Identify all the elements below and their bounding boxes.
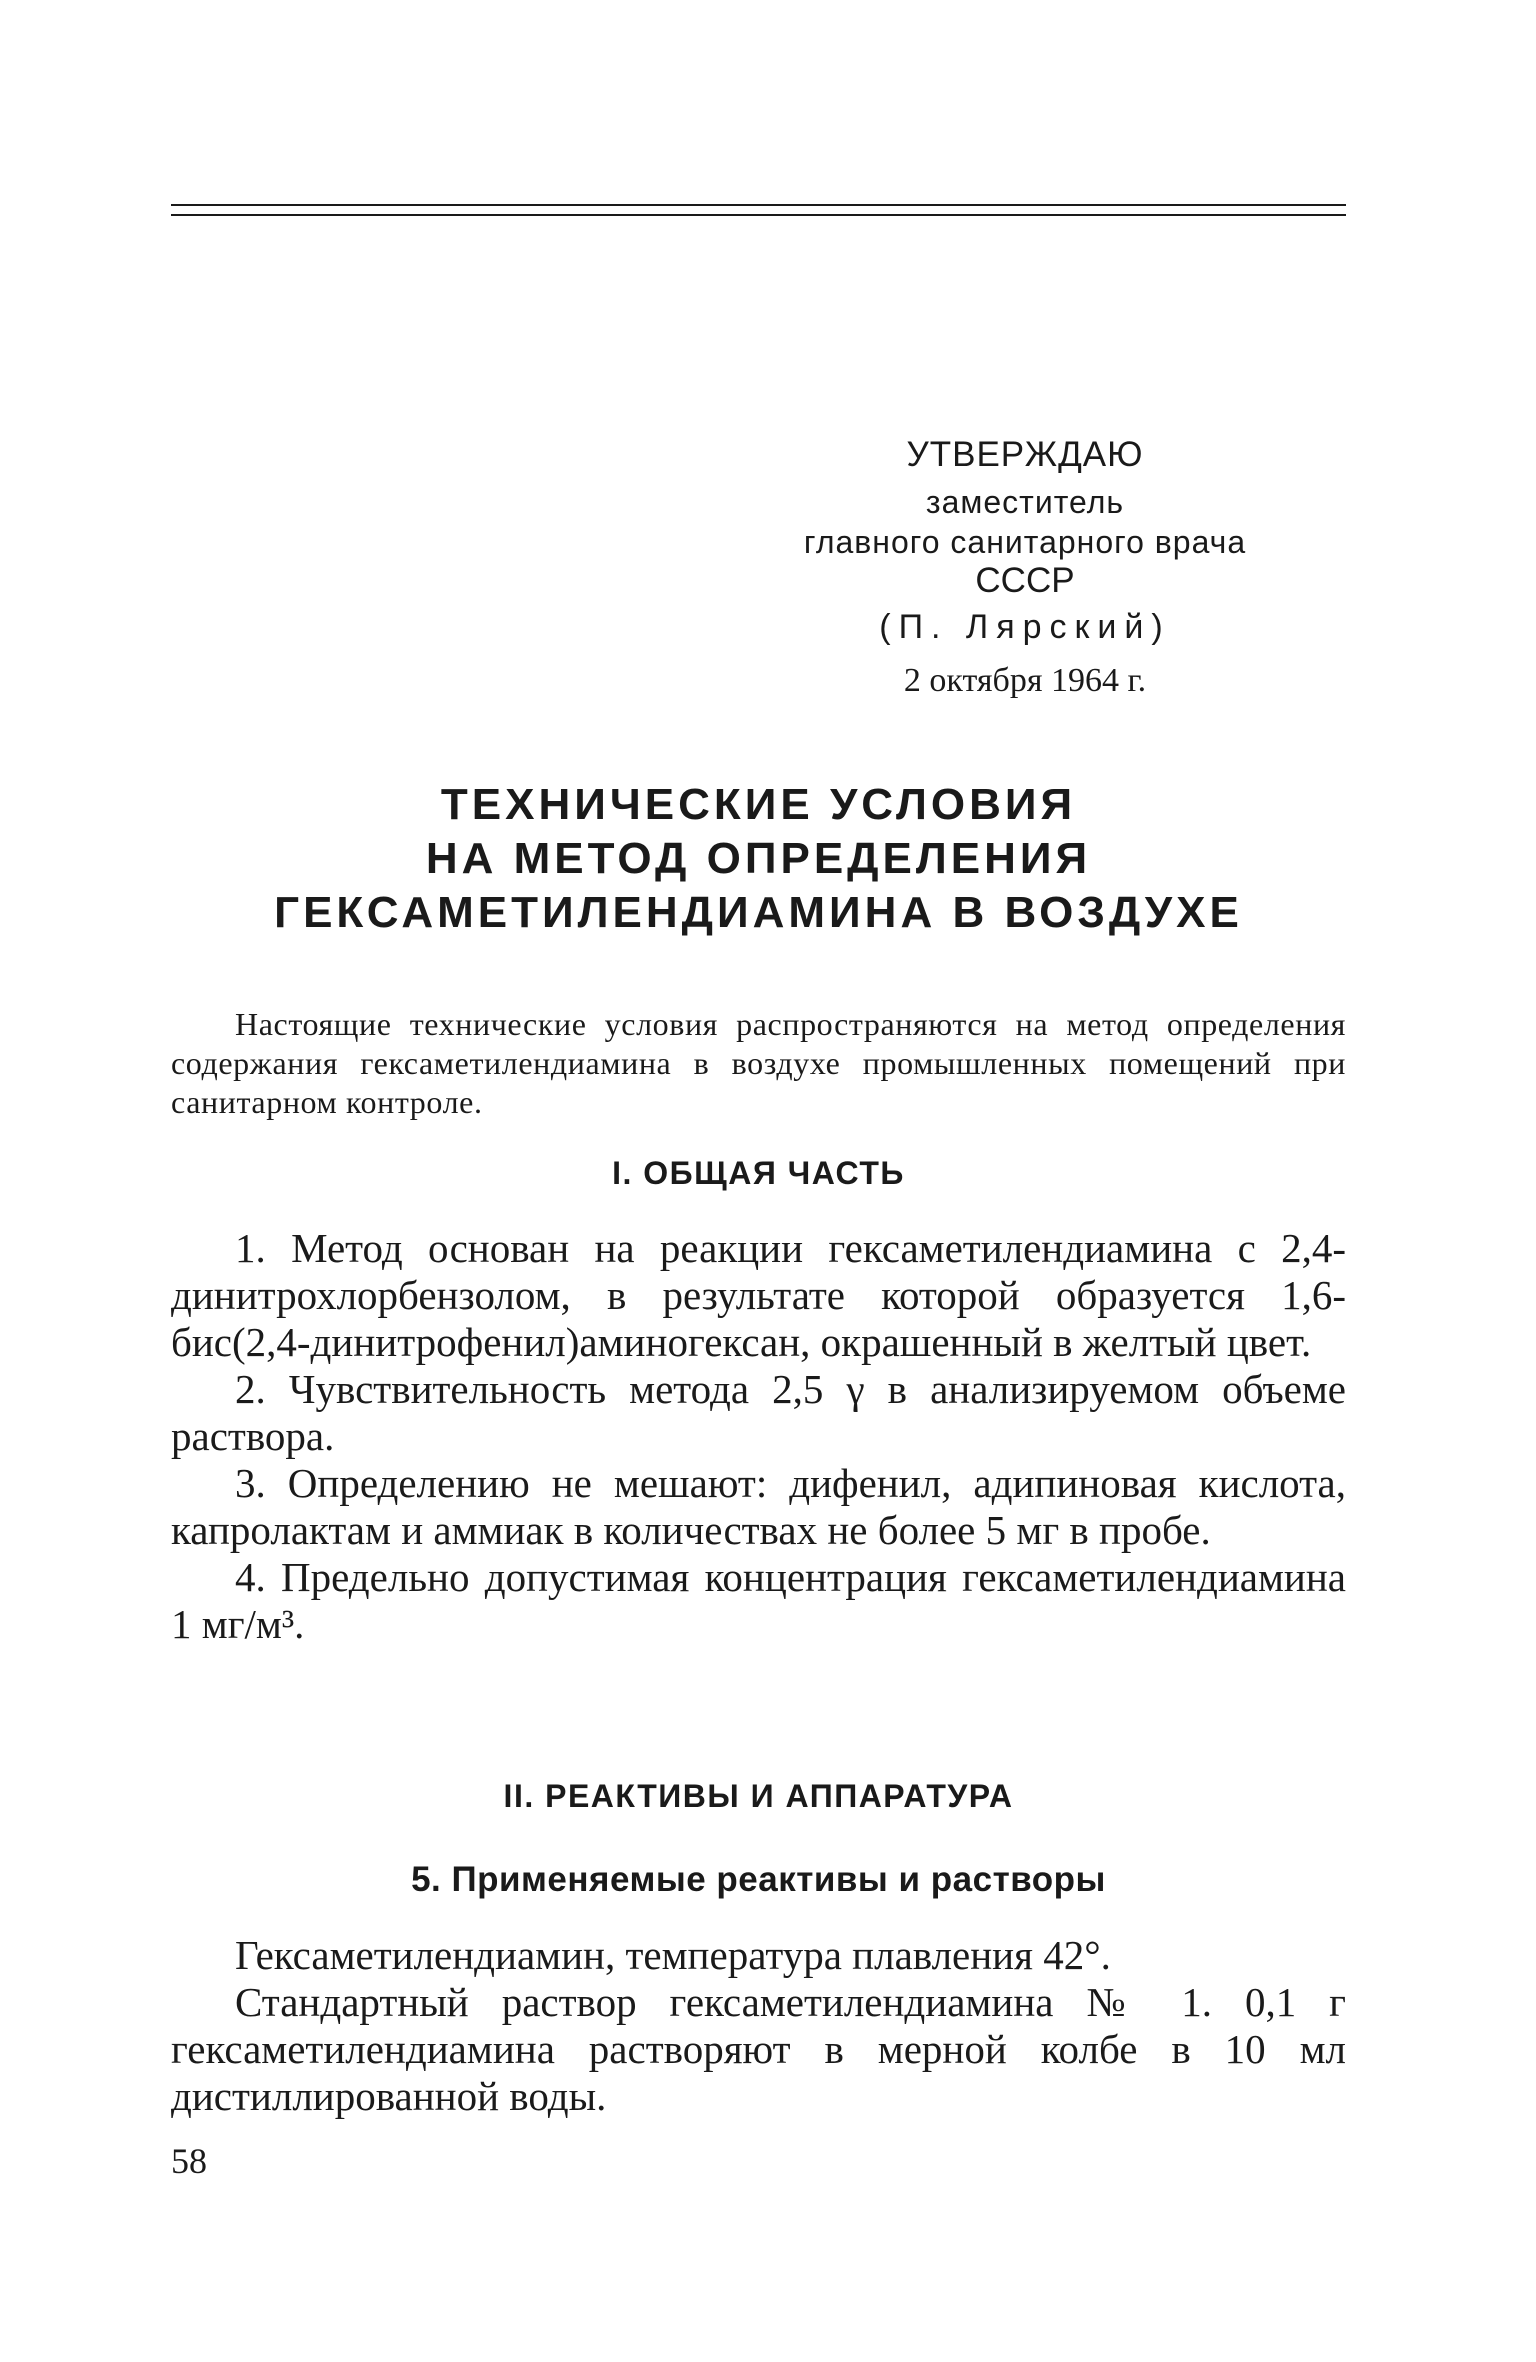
title-line2: НА МЕТОД ОПРЕДЕЛЕНИЯ [425,834,1092,883]
top-rule-upper [171,204,1346,206]
approval-position-line3: СССР [975,561,1075,600]
section1-item-1: 1. Метод основан на реакции гексаметилендиамина с 2,4-динитрохлорбензолом, в результате которой образуется 1,6-бис(2,4-динитрофенил)аминогексан, окрашенный в желтый цвет. [171,1225,1346,1365]
page-number: 58 [171,2141,207,2181]
section2-paragraph-1: Гексаметилендиамин, температура плавления 42°. [235,1932,1111,1978]
section2-paragraphs [171,1932,1346,2120]
section1-item-2: 2. Чувствительность метода 2,5 γ в анализируемом объеме раствора. [171,1366,1346,1459]
approval-block [760,428,1290,706]
section1-item-3: 3. Определению не мешают: дифенил, адипиновая кислота, капролактам и аммиак в количествах не более 5 мг в пробе. [171,1460,1346,1553]
approval-position-line2: главного санитарного врача [803,524,1247,560]
section2-paragraph-2: Стандартный раствор гексаметилендиамина № 1. 0,1 г гексаметилендиамина растворяют в мерной колбе в 10 мл дистиллированной воды. [171,1979,1346,2119]
top-rule-lower [171,214,1346,216]
section1-heading: I. ОБЩАЯ ЧАСТЬ [612,1155,905,1191]
title-line1: ТЕХНИЧЕСКИЕ УСЛОВИЯ [440,780,1077,829]
approval-signatory: (П. Лярский) [879,608,1171,646]
section1-items [171,1225,1346,1648]
approval-position-line1: заместитель [925,484,1125,520]
title-line3: ГЕКСАМЕТИЛЕНДИАМИНА В ВОЗДУХЕ [274,888,1243,937]
section1-item-4: 4. Предельно допустимая концентрация гексаметилендиамина 1 мг/м³. [171,1554,1346,1647]
approval-date: 2 октября 1964 г. [903,662,1147,699]
section2-subheading: 5. Применяемые реактивы и растворы [411,1860,1106,1899]
intro-paragraph: Настоящие технические условия распространяются на метод определения содержания гексаметилендиамина в воздухе промышленных помещений при санитарном контроле. [171,1006,1346,1120]
approval-heading: УТВЕРЖДАЮ [906,435,1144,474]
section2-heading: II. РЕАКТИВЫ И АППАРАТУРА [503,1778,1014,1814]
document-title [171,778,1346,940]
